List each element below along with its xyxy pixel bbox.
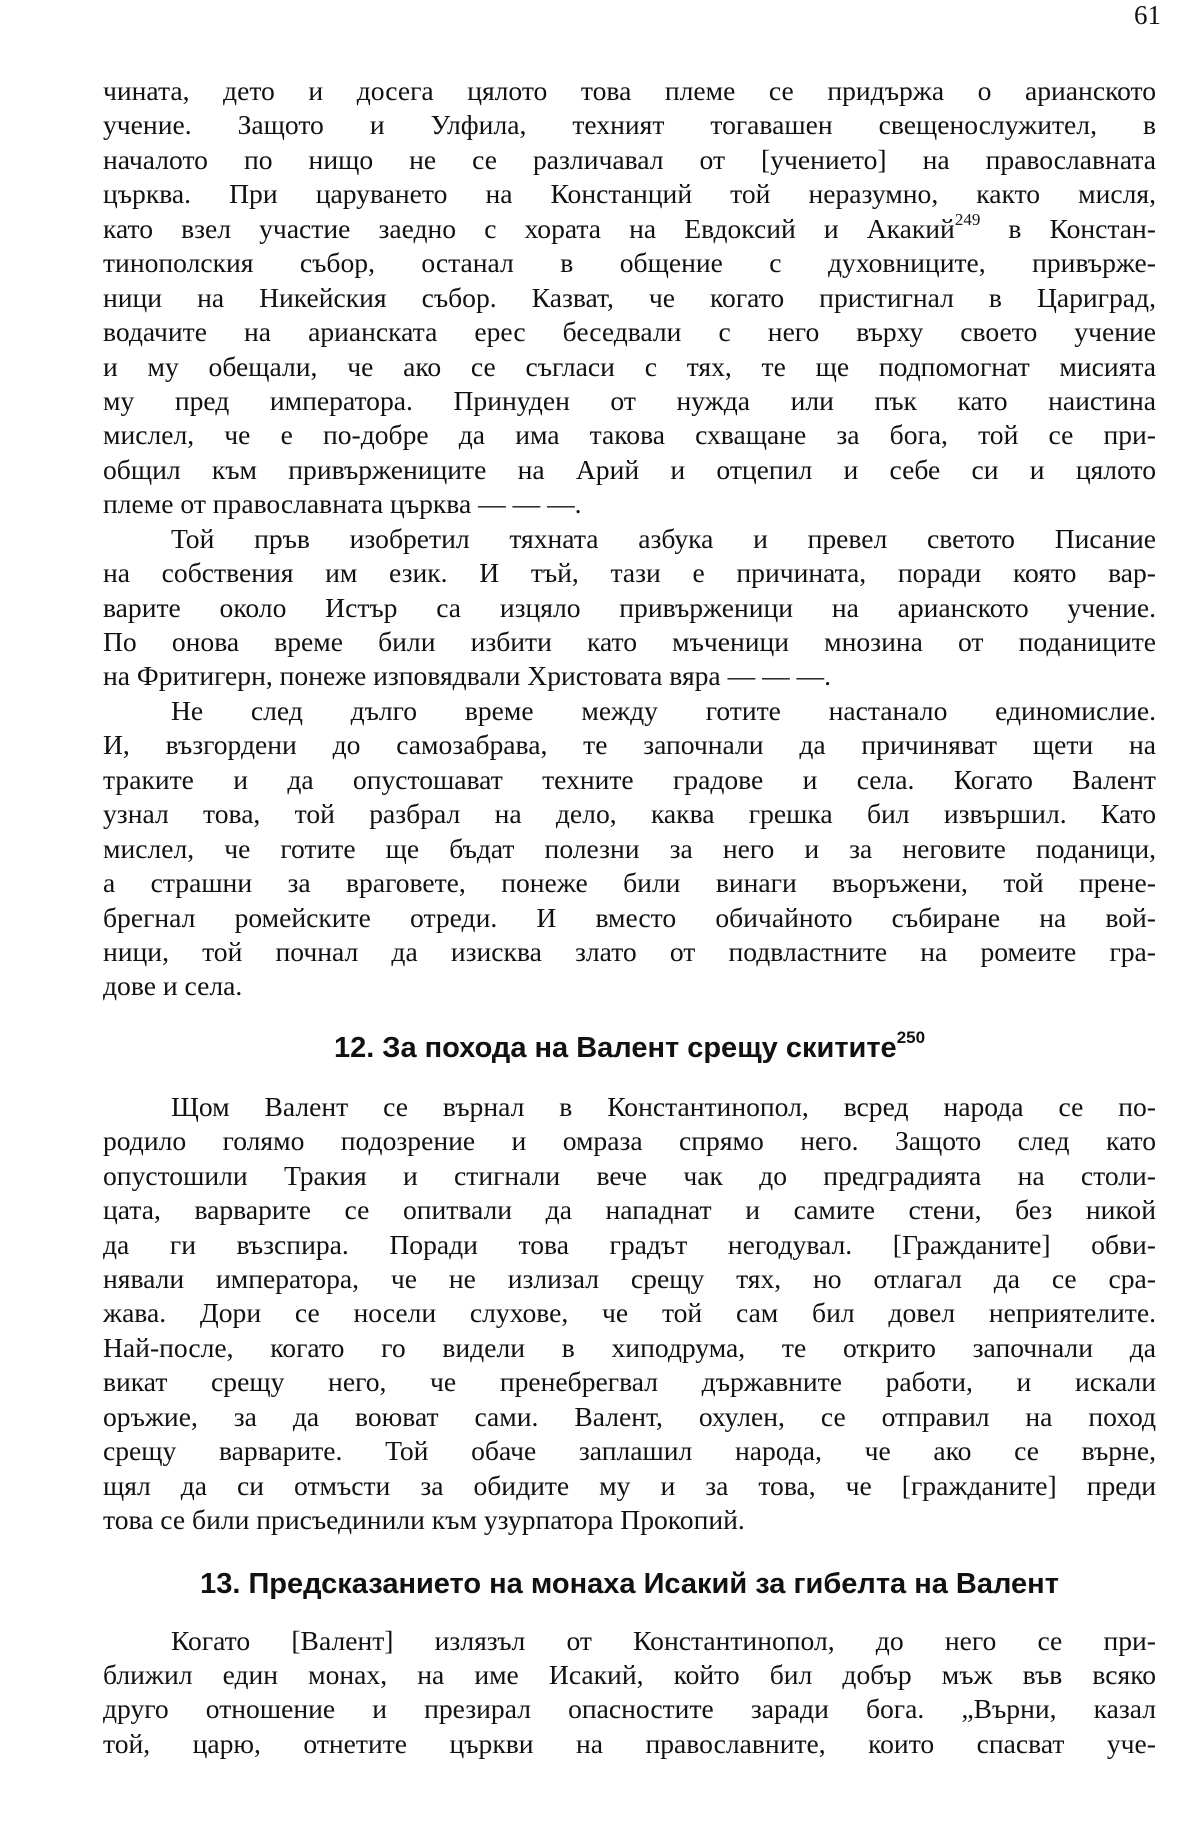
text-line: да ги възспира. Поради това градът негодувал. [Гражданите] обви-	[103, 1228, 1156, 1260]
paragraph	[103, 74, 1156, 522]
text-line: Той пръв изобретил тяхната азбука и превел светото Писание	[171, 522, 1156, 554]
text-line: племе от православната църква — — —.	[103, 488, 582, 520]
text-line: родило голямо подозрение и омраза спрямо него. Защото след като	[103, 1125, 1156, 1157]
section-heading-13: 13. Предсказанието на монаха Исакий за гибелта на Валент	[200, 1567, 1059, 1600]
text-line: Не след дълго време между готите настанало единомислие.	[171, 694, 1156, 726]
text-line: учение. Защото и Улфила, техният тогавашен свещенослужител, в	[103, 109, 1156, 141]
text-line: жава. Дори се носели слухове, че той сам бил довел неприятелите.	[103, 1297, 1156, 1329]
text-line: Щом Валент се върнал в Константинопол, всред народа се по-	[171, 1090, 1156, 1122]
text-line: дове и села.	[103, 970, 243, 1002]
footnote-ref: 250	[896, 1028, 926, 1048]
text-line: тинополския събор, останал в общение с духовниците, привърже-	[103, 247, 1156, 279]
text-line: той, царю, отнетите църкви на православните, които спасват уче-	[103, 1727, 1156, 1759]
text-line: църква. При царуването на Констанций той неразумно, както мисля,	[103, 178, 1156, 210]
paragraph	[103, 694, 1156, 1004]
text-line: мислел, че готите ще бъдат полезни за него и за неговите поданици,	[103, 832, 1156, 864]
text-line: водачите на арианската ерес беседвали с него върху своето учение	[103, 316, 1156, 348]
paragraph	[103, 1090, 1156, 1538]
text-line: нявали императора, че не излизал срещу тях, но отлагал да се сра-	[103, 1263, 1156, 1294]
text-line: му пред императора. Принуден от нужда или пък като наистина	[103, 384, 1156, 416]
text-line: и му обещали, че ако се съгласи с тях, те ще подпомогнат мисията	[103, 350, 1156, 382]
text-line-with-footnote	[103, 212, 1156, 246]
text-line: По онова време били избити като мъченици мнозина от поданиците	[103, 626, 1156, 657]
text-line: друго отношение и презирал опасностите заради бога. „Върни, казал	[103, 1693, 1156, 1725]
text-line: на собствения им език. И тъй, тази е причината, поради която вар-	[103, 557, 1156, 589]
text-line: ници на Никейския събор. Казват, че когато пристигнал в Цариград,	[103, 281, 1156, 313]
paragraph	[103, 522, 1156, 694]
text-segment: в Констан-	[980, 212, 1156, 244]
text-line: на Фритигерн, понеже изповядвали Христовата вяра — — —.	[103, 660, 832, 692]
text-body	[103, 74, 1156, 1761]
text-line: а страшни за враговете, понеже били винаги въоръжени, той прене-	[103, 867, 1156, 899]
text-line: оръжие, за да воюват сами. Валент, охулен, се отправил на поход	[103, 1400, 1156, 1432]
text-line: траките и да опустошават техните градове и села. Когато Валент	[103, 763, 1156, 795]
text-line: това се били присъединили към узурпатора Прокопий.	[103, 1504, 745, 1536]
text-line: брегнал ромейските отреди. И вместо обичайното събиране на вой-	[103, 901, 1156, 933]
text-line: цата, варварите се опитвали да нападнат и самите стени, без никой	[103, 1194, 1156, 1226]
heading-text: 12. За похода на Валент срещу скитите	[333, 1031, 897, 1064]
text-line: И, възгордени до самозабрава, те започнали да причиняват щети на	[103, 729, 1156, 761]
text-line: ници, той почнал да изисква злато от подвластните на ромеите гра-	[103, 935, 1156, 967]
page-number: 61	[1134, 0, 1161, 30]
text-line: щял да си отмъсти за обидите му и за това, че [гражданите] преди	[103, 1469, 1156, 1501]
text-line: опустошили Тракия и стигнали вече чак до предградията на столи-	[103, 1159, 1156, 1191]
text-segment: като взел участие заедно с хората на Евдоксий и Акакий	[103, 212, 955, 244]
text-line: общил към привържениците на Арий и отцепил и себе си и цялото	[103, 453, 1156, 485]
text-line: викат срещу него, че пренебрегвал държавните работи, и искали	[103, 1366, 1156, 1398]
text-line: варите около Истър са изцяло привърженици на арианското учение.	[103, 591, 1156, 623]
text-line: срещу варварите. Той обаче заплашил народа, че ако се върне,	[103, 1435, 1156, 1467]
text-line: началото по нищо не се различавал от [учението] на православната	[103, 143, 1156, 175]
text-line: мислел, че е по-добре да има такова схващане за бога, той се при-	[103, 419, 1156, 451]
paragraph	[103, 1624, 1156, 1762]
text-line: ближил един монах, на име Исакий, който бил добър мъж във всяко	[103, 1658, 1156, 1690]
section-heading-12	[103, 1030, 1156, 1066]
text-line: узнал това, той разбрал на дело, каква грешка бил извършил. Като	[103, 798, 1156, 830]
text-line: Когато [Валент] излязъл от Константинопол, до него се при-	[171, 1624, 1156, 1656]
text-line: Най-после, когато го видели в хиподрума, те открито започнали да	[103, 1331, 1156, 1363]
text-line: чината, дето и досега цялото това племе се придържа о арианското	[103, 75, 1156, 106]
footnote-ref: 249	[954, 211, 981, 229]
